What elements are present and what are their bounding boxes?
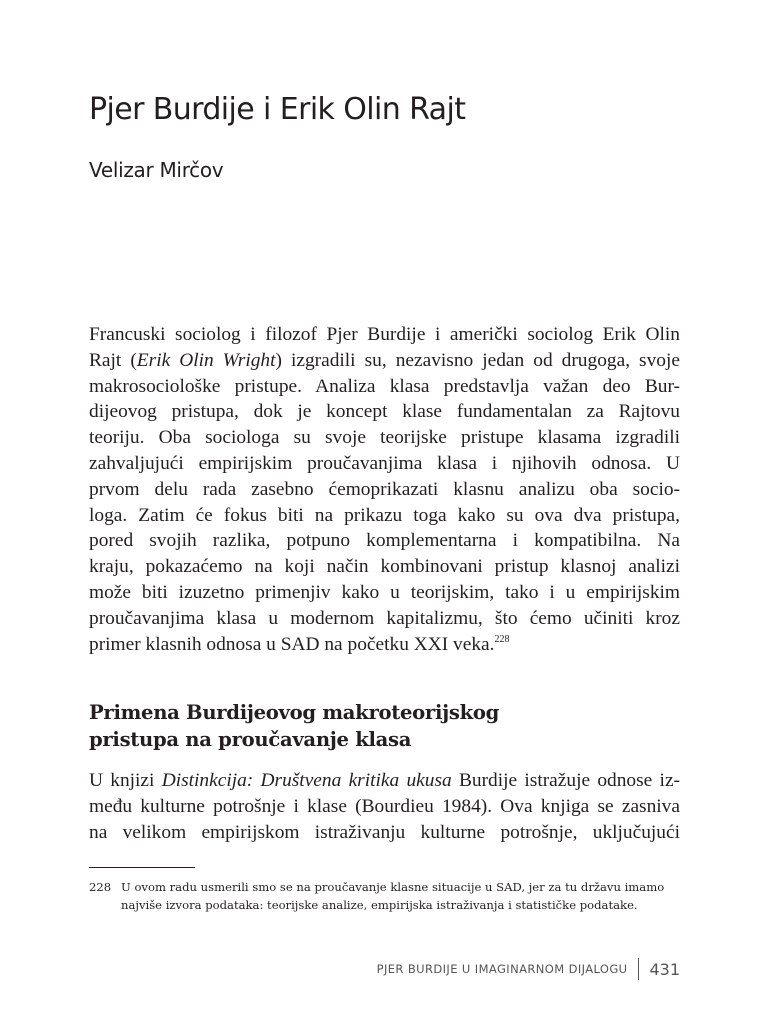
- section-heading: [89, 699, 499, 753]
- intro-paragraph: [89, 322, 680, 657]
- text-line: loga. Zatim će fokus biti na prikazu toga kako su ova dva pristupa,: [89, 504, 680, 526]
- running-title: PJER BURDIJE U IMAGINARNOM DIJALOGU: [376, 962, 628, 976]
- text-line: teoriju. Oba sociologa su svoje teorijske pristupe klasama izgradili: [89, 427, 680, 449]
- footnote-divider: [89, 867, 195, 868]
- text-span: primer klasnih odnosa u SAD na početku XXI veka.: [89, 633, 495, 655]
- italic-book-title: Distinkcija: Društvena kritika ukusa: [161, 770, 452, 791]
- text-line: [89, 632, 680, 658]
- text-span: Rajt (: [89, 349, 137, 371]
- text-line: može biti izuzetno primenjiv kako u teorijskim, tako i u empirijskim: [89, 581, 680, 603]
- text-span: U knjizi: [89, 770, 162, 791]
- text-span: ) izgradili su, nezavisno jedan od drugoga, svoje: [275, 349, 680, 371]
- footnote-number: 228: [89, 880, 112, 894]
- text-line: zahvaljujući empirijskim proučavanjima klasa i njihovih odnosa. U: [89, 452, 680, 474]
- section-paragraph: [89, 768, 680, 845]
- text-span: Burdije istražuje odnose iz-: [451, 770, 681, 791]
- heading-line: pristupa na proučavanje klasa: [89, 728, 412, 751]
- text-line: Francuski sociolog i filozof Pjer Burdije i američki sociolog Erik Olin: [89, 324, 680, 345]
- text-line: prvom delu rada zasebno ćemoprikazati klasnu analizu oba socio-: [89, 478, 680, 500]
- italic-name: Erik Olin Wright: [136, 349, 276, 371]
- text-line: proučavanjima klasa u modernom kapitalizmu, što ćemo učiniti kroz: [89, 607, 680, 629]
- text-line: dijeovog pristupa, dok je koncept klase fundamentalan za Rajtovu: [89, 401, 680, 423]
- footnote-reference[interactable]: 228: [494, 633, 510, 645]
- page-footer: [377, 958, 680, 980]
- article-title: Pjer Burdije i Erik Olin Rajt: [89, 92, 466, 127]
- text-line: među kulturne potrošnje i klase (Bourdieu 1984). Ova knjiga se zasniva: [89, 795, 680, 817]
- article-author: Velizar Mirčov: [89, 158, 224, 182]
- heading-line: Primena Burdijeovog makroteorijskog: [89, 701, 500, 724]
- text-line: [89, 768, 680, 794]
- text-line: na velikom empirijskom istraživanju kulturne potrošnje, uključujući: [89, 821, 680, 843]
- text-line: kraju, pokazaćemo na koji način kombinovani pristup klasnoj analizi: [89, 556, 680, 578]
- text-line: makrosociološke pristupe. Analiza klasa predstavlja važan deo Bur-: [89, 375, 680, 397]
- text-line: pored svojih razlika, potpuno komplementarna i kompatibilna. Na: [89, 530, 680, 552]
- footer-divider: [638, 958, 639, 980]
- text-line: [89, 348, 680, 374]
- footnote-text: U ovom radu usmerili smo se na proučavanje klasne situacije u SAD, jer za tu državu imamo najviše izvora podataka: teorijske analize, empirijska istraživanja i statističke podatake.: [121, 880, 665, 912]
- page-number: 431: [649, 959, 680, 979]
